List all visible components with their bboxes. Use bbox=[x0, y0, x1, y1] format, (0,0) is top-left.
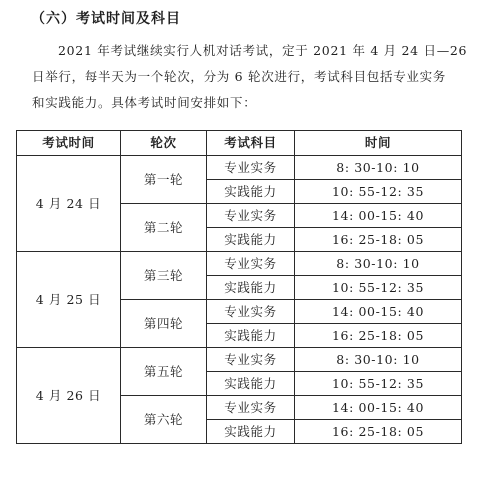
time-cell: 10: 55-12: 35 bbox=[295, 372, 462, 396]
round-cell: 第五轮 bbox=[121, 348, 207, 396]
subject-cell: 实践能力 bbox=[207, 324, 295, 348]
time-cell: 14: 00-15: 40 bbox=[295, 300, 462, 324]
round-cell: 第一轮 bbox=[121, 156, 207, 204]
exam-date-cell: 4 月 24 日 bbox=[17, 156, 121, 252]
round-cell: 第三轮 bbox=[121, 252, 207, 300]
subject-cell: 专业实务 bbox=[207, 300, 295, 324]
time-cell: 10: 55-12: 35 bbox=[295, 276, 462, 300]
table-header-row bbox=[17, 131, 462, 156]
time-cell: 16: 25-18: 05 bbox=[295, 420, 462, 444]
time-cell: 8: 30-10: 10 bbox=[295, 252, 462, 276]
round-cell: 第六轮 bbox=[121, 396, 207, 444]
time-cell: 14: 00-15: 40 bbox=[295, 396, 462, 420]
header-time: 时间 bbox=[295, 131, 462, 156]
round-cell: 第四轮 bbox=[121, 300, 207, 348]
subject-cell: 专业实务 bbox=[207, 204, 295, 228]
paragraph-line: 日举行，每半天为一个轮次，分为 6 轮次进行，考试科目包括专业实务 bbox=[32, 69, 447, 84]
round-cell: 第二轮 bbox=[121, 204, 207, 252]
subject-cell: 专业实务 bbox=[207, 156, 295, 180]
exam-schedule-table bbox=[16, 130, 462, 444]
table-row bbox=[17, 156, 462, 180]
exam-date-cell: 4 月 26 日 bbox=[17, 348, 121, 444]
header-exam-date: 考试时间 bbox=[17, 131, 121, 156]
exam-date-cell: 4 月 25 日 bbox=[17, 252, 121, 348]
subject-cell: 实践能力 bbox=[207, 180, 295, 204]
section-heading: （六）考试时间及科目 bbox=[31, 11, 181, 27]
time-cell: 16: 25-18: 05 bbox=[295, 228, 462, 252]
time-cell: 8: 30-10: 10 bbox=[295, 348, 462, 372]
time-cell: 16: 25-18: 05 bbox=[295, 324, 462, 348]
table-row bbox=[17, 348, 462, 372]
time-cell: 14: 00-15: 40 bbox=[295, 204, 462, 228]
subject-cell: 专业实务 bbox=[207, 252, 295, 276]
table-row bbox=[17, 252, 462, 276]
header-round: 轮次 bbox=[121, 131, 207, 156]
time-cell: 10: 55-12: 35 bbox=[295, 180, 462, 204]
subject-cell: 实践能力 bbox=[207, 276, 295, 300]
subject-cell: 实践能力 bbox=[207, 372, 295, 396]
paragraph-line: 和实践能力。具体考试时间安排如下： bbox=[32, 95, 257, 110]
subject-cell: 实践能力 bbox=[207, 420, 295, 444]
header-subject: 考试科目 bbox=[207, 131, 295, 156]
paragraph-line: 2021 年考试继续实行人机对话考试，定于 2021 年 4 月 24 日—26 bbox=[58, 43, 468, 58]
subject-cell: 专业实务 bbox=[207, 396, 295, 420]
subject-cell: 专业实务 bbox=[207, 348, 295, 372]
time-cell: 8: 30-10: 10 bbox=[295, 156, 462, 180]
subject-cell: 实践能力 bbox=[207, 228, 295, 252]
intro-paragraph bbox=[32, 38, 466, 116]
